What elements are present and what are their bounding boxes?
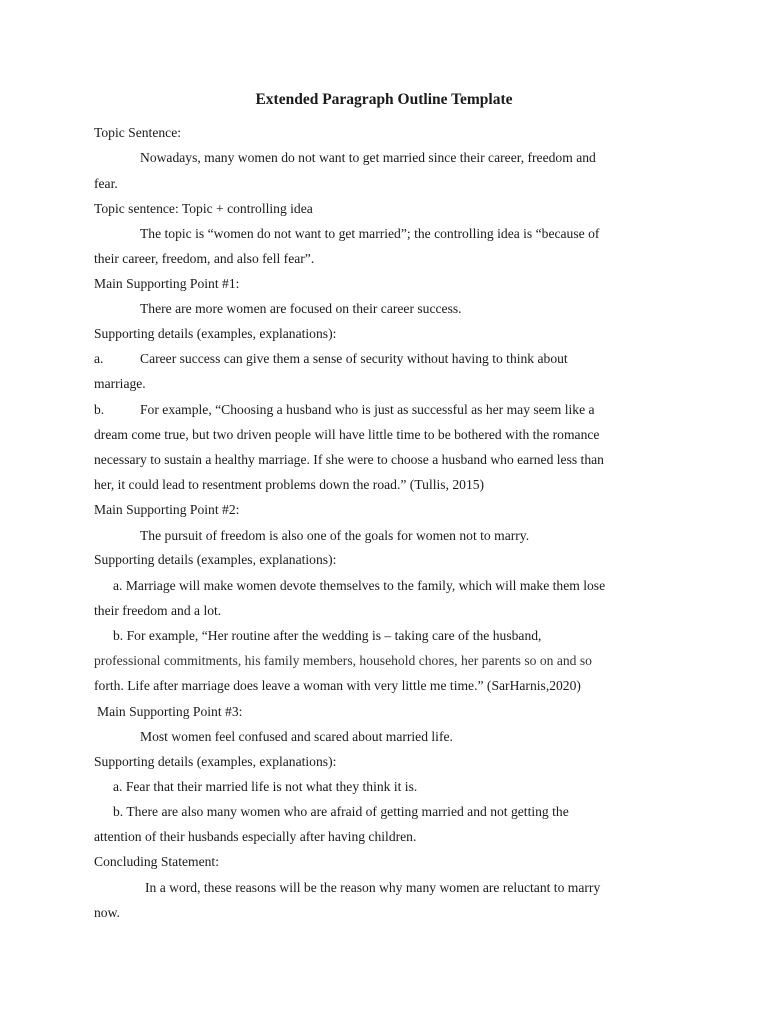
text-line: their freedom and a lot. <box>94 603 222 618</box>
text-line: Nowadays, many women do not want to get married since their career, freedom and <box>140 150 596 165</box>
text-line: The pursuit of freedom is also one of the goals for women not to marry. <box>140 528 530 543</box>
text-line: Career success can give them a sense of security without having to think about <box>140 351 568 366</box>
main-point-3-heading: Main Supporting Point #3: <box>97 704 243 719</box>
text-line: their career, freedom, and also fell fear”. <box>94 251 315 266</box>
text-line: fear. <box>94 176 118 191</box>
text-line: dream come true, but two driven people will have little time to be bothered with the romance <box>94 427 600 442</box>
text-line: her, it could lead to resentment problems down the road.” (Tullis, 2015) <box>94 477 485 492</box>
text-line: b. There are also many women who are afraid of getting married and not getting the <box>113 804 569 819</box>
document-title: Extended Paragraph Outline Template <box>255 91 513 108</box>
text-line: now. <box>94 905 120 920</box>
text-line: forth. Life after marriage does leave a woman with very little me time.” (SarHarnis,2020) <box>94 678 581 693</box>
text-line: necessary to sustain a healthy marriage. If she were to choose a husband who earned less than <box>94 452 604 467</box>
text-line: marriage. <box>94 376 146 391</box>
text-line: professional commitments, his family members, household chores, her parents so on and so <box>94 653 592 668</box>
main-point-2-heading: Main Supporting Point #2: <box>94 502 240 517</box>
topic-sentence-heading: Topic Sentence: <box>94 125 181 140</box>
supporting-details-heading: Supporting details (examples, explanations): <box>94 326 337 341</box>
text-line: b. For example, “Her routine after the wedding is – taking care of the husband, <box>113 628 542 643</box>
text-line: a. Fear that their married life is not what they think it is. <box>113 779 418 794</box>
list-marker-a: a. <box>94 351 104 366</box>
text-line: a. Marriage will make women devote themselves to the family, which will make them lose <box>113 578 606 593</box>
text-line: There are more women are focused on their career success. <box>140 301 462 316</box>
text-line: Most women feel confused and scared about married life. <box>140 729 453 744</box>
concluding-statement-heading: Concluding Statement: <box>94 854 219 869</box>
text-line: attention of their husbands especially after having children. <box>94 829 417 844</box>
text-line: For example, “Choosing a husband who is just as successful as her may seem like a <box>140 402 595 417</box>
text-line: The topic is “women do not want to get married”; the controlling idea is “because of <box>140 226 600 241</box>
text-line: In a word, these reasons will be the reason why many women are reluctant to marry <box>145 880 601 895</box>
list-marker-b: b. <box>94 402 105 417</box>
supporting-details-heading: Supporting details (examples, explanations): <box>94 754 337 769</box>
topic-controlling-heading: Topic sentence: Topic + controlling idea <box>94 201 313 216</box>
supporting-details-heading: Supporting details (examples, explanations): <box>94 552 337 567</box>
main-point-1-heading: Main Supporting Point #1: <box>94 276 240 291</box>
